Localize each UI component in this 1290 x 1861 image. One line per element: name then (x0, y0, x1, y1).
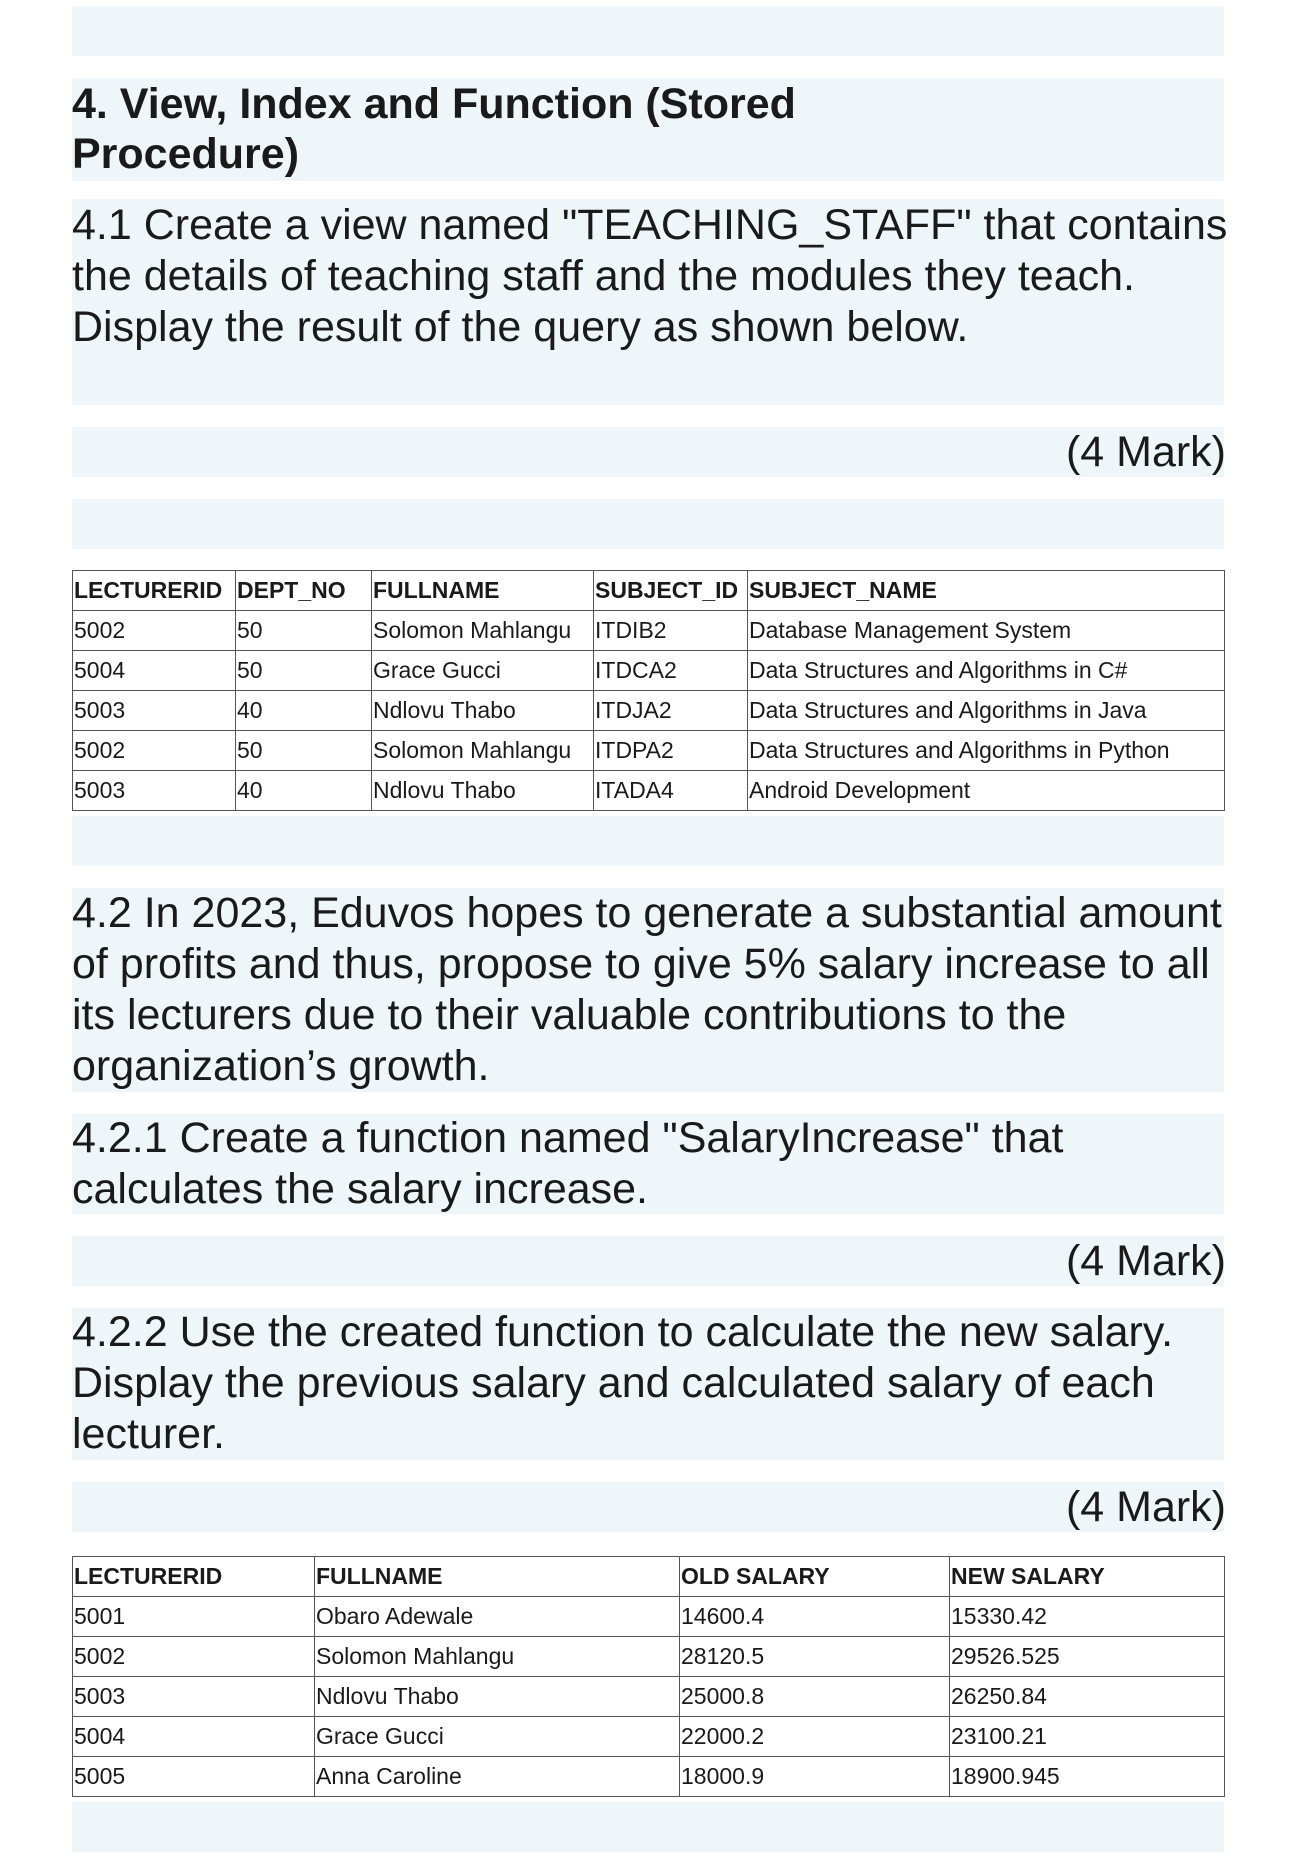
band-q41-mark (72, 427, 1224, 477)
question-4-2-1-mark: (4 Mark) (1065, 1237, 1226, 1285)
table-cell: 22000.2 (680, 1717, 950, 1757)
table-cell: Obaro Adewale (315, 1597, 680, 1637)
column-header: DEPT_NO (236, 571, 372, 611)
question-4-2-2-mark: (4 Mark) (1065, 1483, 1226, 1531)
table-cell: Data Structures and Algorithms in C# (748, 651, 1225, 691)
table-cell: 18000.9 (680, 1757, 950, 1797)
table-cell: 5002 (73, 611, 236, 651)
question-4-1-mark: (4 Mark) (1065, 428, 1226, 476)
column-header: OLD SALARY (680, 1557, 950, 1597)
table-cell: Data Structures and Algorithms in Java (748, 691, 1225, 731)
column-header: FULLNAME (372, 571, 594, 611)
table-header-row (73, 1557, 1225, 1597)
column-header: SUBJECT_ID (594, 571, 748, 611)
table-row (73, 771, 1225, 811)
table-cell: Data Structures and Algorithms in Python (748, 731, 1225, 771)
column-header: LECTURERID (73, 1557, 315, 1597)
column-header: FULLNAME (315, 1557, 680, 1597)
table-cell: Solomon Mahlangu (372, 731, 594, 771)
table-row (73, 731, 1225, 771)
table-header-row (73, 571, 1225, 611)
band-top (72, 6, 1224, 56)
table-cell: Anna Caroline (315, 1757, 680, 1797)
band-q422-mark (72, 1482, 1224, 1532)
column-header: NEW SALARY (950, 1557, 1225, 1597)
table-cell: 5002 (73, 731, 236, 771)
band-bottom (72, 1802, 1224, 1852)
table-row (73, 1637, 1225, 1677)
table-cell: 18900.945 (950, 1757, 1225, 1797)
table-cell: 5003 (73, 1677, 315, 1717)
table-row (73, 1597, 1225, 1637)
table-row (73, 1757, 1225, 1797)
table-cell: Ndlovu Thabo (315, 1677, 680, 1717)
table-cell: 5004 (73, 651, 236, 691)
table-cell: 15330.42 (950, 1597, 1225, 1637)
teaching-staff-table (72, 570, 1225, 811)
table-cell: 14600.4 (680, 1597, 950, 1637)
table-cell: 50 (236, 731, 372, 771)
table-cell: 5003 (73, 771, 236, 811)
table-row (73, 1677, 1225, 1717)
band-after-table-1 (72, 816, 1224, 866)
table-cell: 5005 (73, 1757, 315, 1797)
table-cell: 28120.5 (680, 1637, 950, 1677)
table-cell: 23100.21 (950, 1717, 1225, 1757)
table-cell: ITDIB2 (594, 611, 748, 651)
table-cell: 40 (236, 691, 372, 731)
table-cell: ITADA4 (594, 771, 748, 811)
table-cell: Grace Gucci (315, 1717, 680, 1757)
table-row (73, 651, 1225, 691)
table-cell: 5001 (73, 1597, 315, 1637)
question-4-2-text: 4.2 In 2023, Eduvos hopes to generate a substantial amount of profits and thus, propose to give 5% salary increase to all its lecturers due to their valuable contributions to the organization’s growth. (72, 889, 1222, 1090)
band-q421-mark (72, 1236, 1224, 1286)
question-4-2-1-text: 4.2.1 Create a function named "SalaryIncrease" that calculates the salary increase. (72, 1114, 1064, 1213)
table-cell: Solomon Mahlangu (372, 611, 594, 651)
salary-table (72, 1556, 1225, 1797)
table-cell: Database Management System (748, 611, 1225, 651)
band-spacer-1 (72, 499, 1224, 549)
table-cell: ITDJA2 (594, 691, 748, 731)
table-cell: 40 (236, 771, 372, 811)
table-cell: Grace Gucci (372, 651, 594, 691)
column-header: LECTURERID (73, 571, 236, 611)
table-cell: 26250.84 (950, 1677, 1225, 1717)
table-cell: 5003 (73, 691, 236, 731)
table-cell: Ndlovu Thabo (372, 691, 594, 731)
table-row (73, 691, 1225, 731)
table-cell: 29526.525 (950, 1637, 1225, 1677)
section-heading: 4. View, Index and Function (Stored Procedure) (72, 80, 796, 178)
column-header: SUBJECT_NAME (748, 571, 1225, 611)
question-4-1-text: 4.1 Create a view named "TEACHING_STAFF" that contains the details of teaching staff and the modules they teach. Display the result of the query as shown below. (72, 201, 1228, 351)
table-cell: ITDPA2 (594, 731, 748, 771)
table-row (73, 1717, 1225, 1757)
table-cell: Ndlovu Thabo (372, 771, 594, 811)
question-4-2-2-text: 4.2.2 Use the created function to calculate the new salary. Display the previous salary and calculated salary of each lecturer. (72, 1308, 1174, 1458)
table-cell: 50 (236, 651, 372, 691)
table-cell: 5004 (73, 1717, 315, 1757)
table-cell: Android Development (748, 771, 1225, 811)
table-cell: 5002 (73, 1637, 315, 1677)
table-row (73, 611, 1225, 651)
table-cell: 25000.8 (680, 1677, 950, 1717)
table-cell: 50 (236, 611, 372, 651)
table-cell: ITDCA2 (594, 651, 748, 691)
table-cell: Solomon Mahlangu (315, 1637, 680, 1677)
